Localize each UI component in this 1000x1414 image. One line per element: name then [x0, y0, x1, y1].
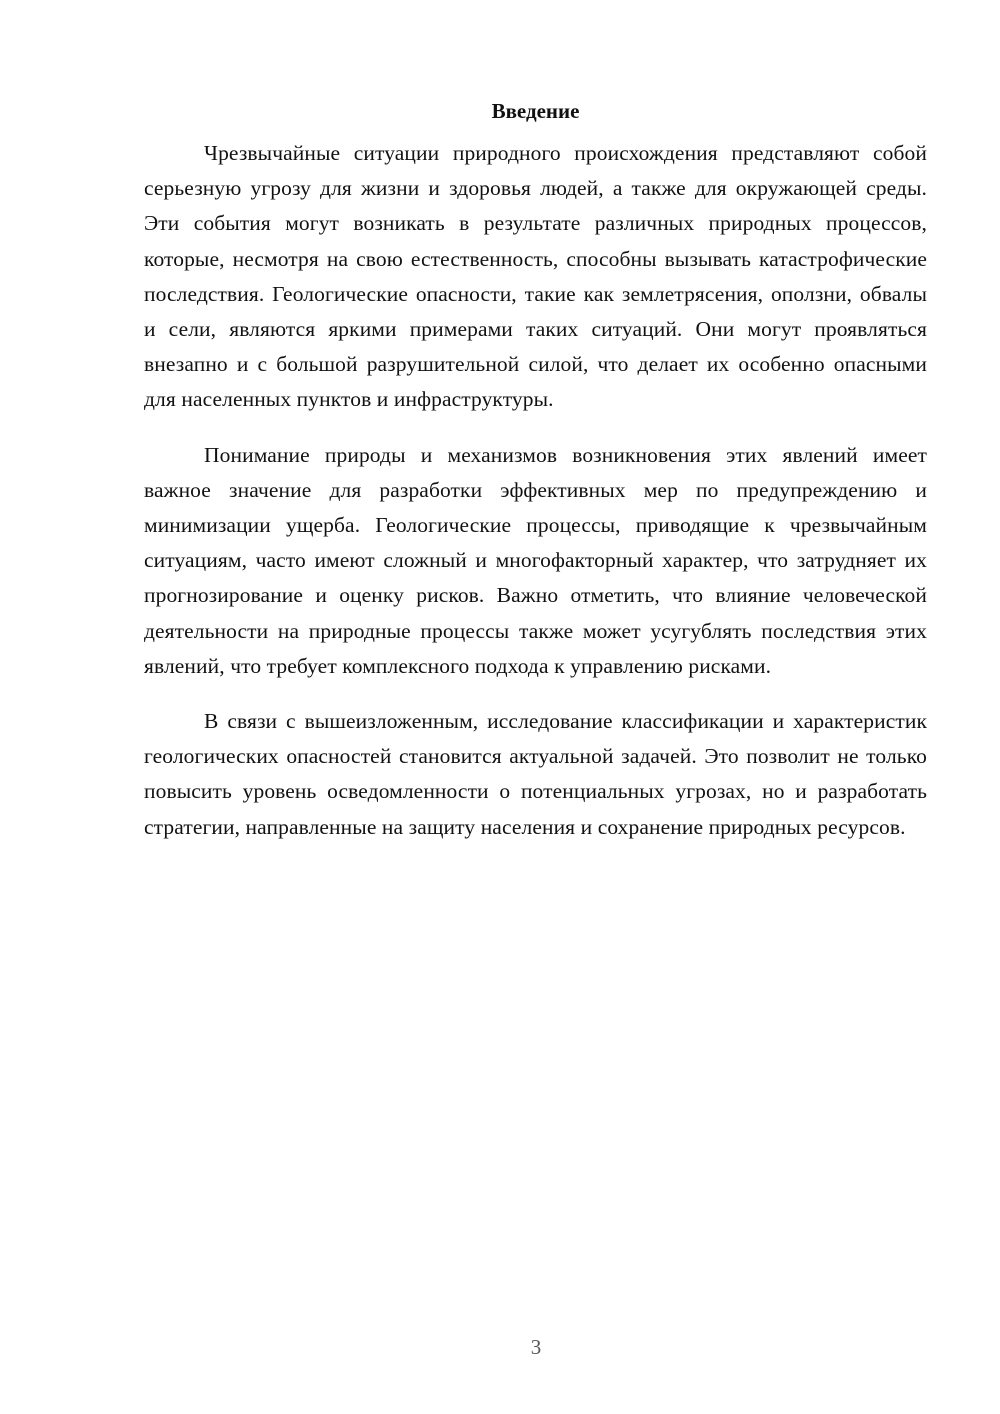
paragraph-1: Чрезвычайные ситуации природного происхождения представляют собой серьезную угрозу для жизни и здоровья людей, а также для окружающей среды. Эти события могут возникать в результате различных природных процессов, которые, несмотря на свою естественность, способны вызывать катастрофические последствия. Геологические опасности, такие как землетрясения, оползни, обвалы и сели, являются яркими примерами таких ситуаций. Они могут проявляться внезапно и с большой разрушительной силой, что делает их особенно опасными для населенных пунктов и инфраструктуры.	[144, 141, 927, 412]
page-number: 3	[530, 1335, 542, 1359]
paragraph-2: Понимание природы и механизмов возникновения этих явлений имеет важное значение для разработки эффективных мер по предупреждению и минимизации ущерба. Геологические процессы, приводящие к чрезвычайным ситуациям, часто имеют сложный и многофакторный характер, что затрудняет их прогнозирование и оценку рисков. Важно отметить, что влияние человеческой деятельности на природные процессы также может усугублять последствия этих явлений, что требует комплексного подхода к управлению рисками.	[144, 442, 927, 678]
page-content	[144, 98, 927, 865]
page-title: Введение	[491, 99, 580, 123]
paragraph-3: В связи с вышеизложенным, исследование классификации и характеристик геологических опасностей становится актуальной задачей. Это позволит не только повысить уровень осведомленности о потенциальных угрозах, но и разработать стратегии, направленные на защиту населения и сохранение природных ресурсов.	[144, 709, 927, 839]
